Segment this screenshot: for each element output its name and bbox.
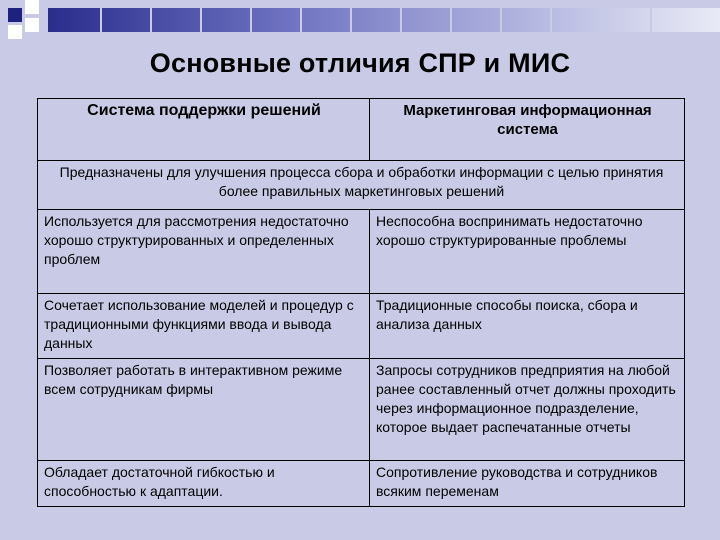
spr-cell: Сочетает использование моделей и процедур с традиционными функциями ввода и вывода данных [38,294,370,359]
mis-cell: Традиционные способы поиска, сбора и анализа данных [370,294,685,359]
common-cell: Предназначены для улучшения процесса сбора и обработки информации с целью принятия более правильных маркетинговых решений [38,161,685,210]
spr-cell: Используется для рассмотрения недостаточно хорошо структурированных и определенных проблем [38,210,370,294]
mis-cell: Сопротивление руководства и сотрудников всяким переменам [370,461,685,507]
table-row [38,294,685,359]
table-row [38,461,685,507]
header-decoration [0,0,720,45]
common-row [38,161,685,210]
spr-cell: Обладает достаточной гибкостью и способностью к адаптации. [38,461,370,507]
table-row [38,359,685,461]
table-header-row [38,99,685,161]
mis-cell: Запросы сотрудников предприятия на любой ранее составленный отчет должны проходить через информационное подразделение, которое выдает распечатанные отчеты [370,359,685,461]
header-spr: Система поддержки решений [38,99,370,161]
mis-cell: Неспособна воспринимать недостаточно хорошо структурированные проблемы [370,210,685,294]
table-row [38,210,685,294]
spr-cell: Позволяет работать в интерактивном режиме всем сотрудникам фирмы [38,359,370,461]
comparison-table [37,98,685,507]
slide-title: Основные отличия СПР и МИС [149,48,571,78]
header-mis: Маркетинговая информационная система [370,99,685,161]
